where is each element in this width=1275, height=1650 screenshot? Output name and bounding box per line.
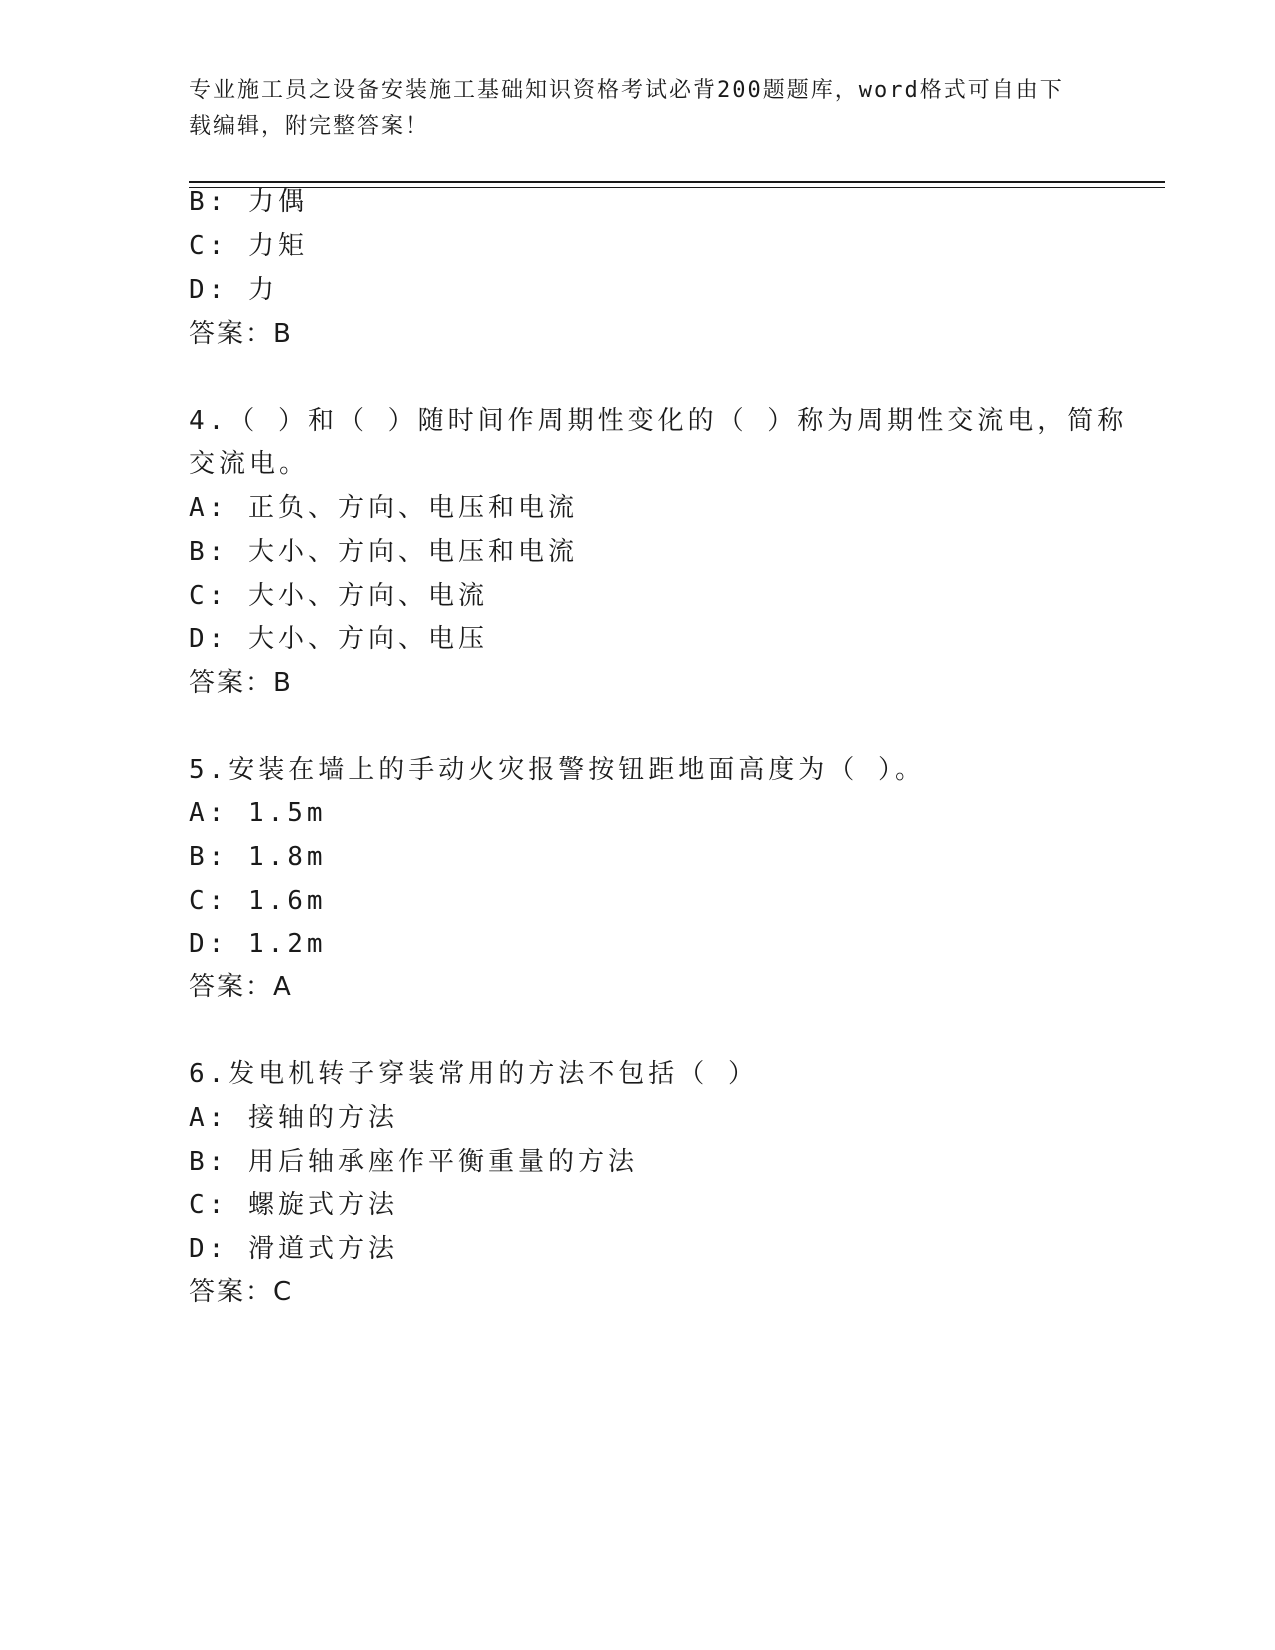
q5-option-a: A: 1.5m — [189, 798, 327, 828]
q5-answer: 答案：A — [189, 972, 293, 1002]
q3-answer: 答案：B — [189, 319, 293, 349]
q5-option-d: D: 1.2m — [189, 929, 327, 959]
header-divider-thick — [189, 181, 1165, 183]
q5-option-c: C: 1.6m — [189, 886, 327, 916]
q5-stem: 5.安装在墙上的手动火灾报警按钮距地面高度为（ ）。 — [189, 755, 925, 785]
q6-stem: 6.发电机转子穿装常用的方法不包括（ ） — [189, 1059, 758, 1089]
q3-option-b: B: 力偶 — [189, 187, 308, 217]
q4-stem-line2: 交流电。 — [189, 449, 310, 479]
q4-option-b: B: 大小、方向、电压和电流 — [189, 537, 578, 567]
q4-option-a: A: 正负、方向、电压和电流 — [189, 493, 578, 523]
q6-option-a: A: 接轴的方法 — [189, 1103, 398, 1133]
document-header-title: 专业施工员之设备安装施工基础知识资格考试必背200题题库，word格式可自由下载编辑，附完整答案！ — [189, 78, 1064, 139]
q6-option-b: B: 用后轴承座作平衡重量的方法 — [189, 1147, 638, 1177]
q3-option-c: C: 力矩 — [189, 231, 308, 261]
q6-option-d: D: 滑道式方法 — [189, 1234, 398, 1264]
q5-option-b: B: 1.8m — [189, 842, 327, 872]
q3-option-d: D: 力 — [189, 275, 278, 305]
header-divider-thin — [189, 187, 1165, 188]
q6-answer: 答案：C — [189, 1277, 294, 1307]
q4-answer: 答案：B — [189, 668, 293, 698]
q4-option-c: C: 大小、方向、电流 — [189, 581, 488, 611]
q4-stem-line1: 4.（ ）和（ ）随时间作周期性变化的（ ）称为周期性交流电，简称 — [189, 406, 1128, 436]
q6-option-c: C: 螺旋式方法 — [189, 1190, 398, 1220]
q4-option-d: D: 大小、方向、电压 — [189, 624, 488, 654]
